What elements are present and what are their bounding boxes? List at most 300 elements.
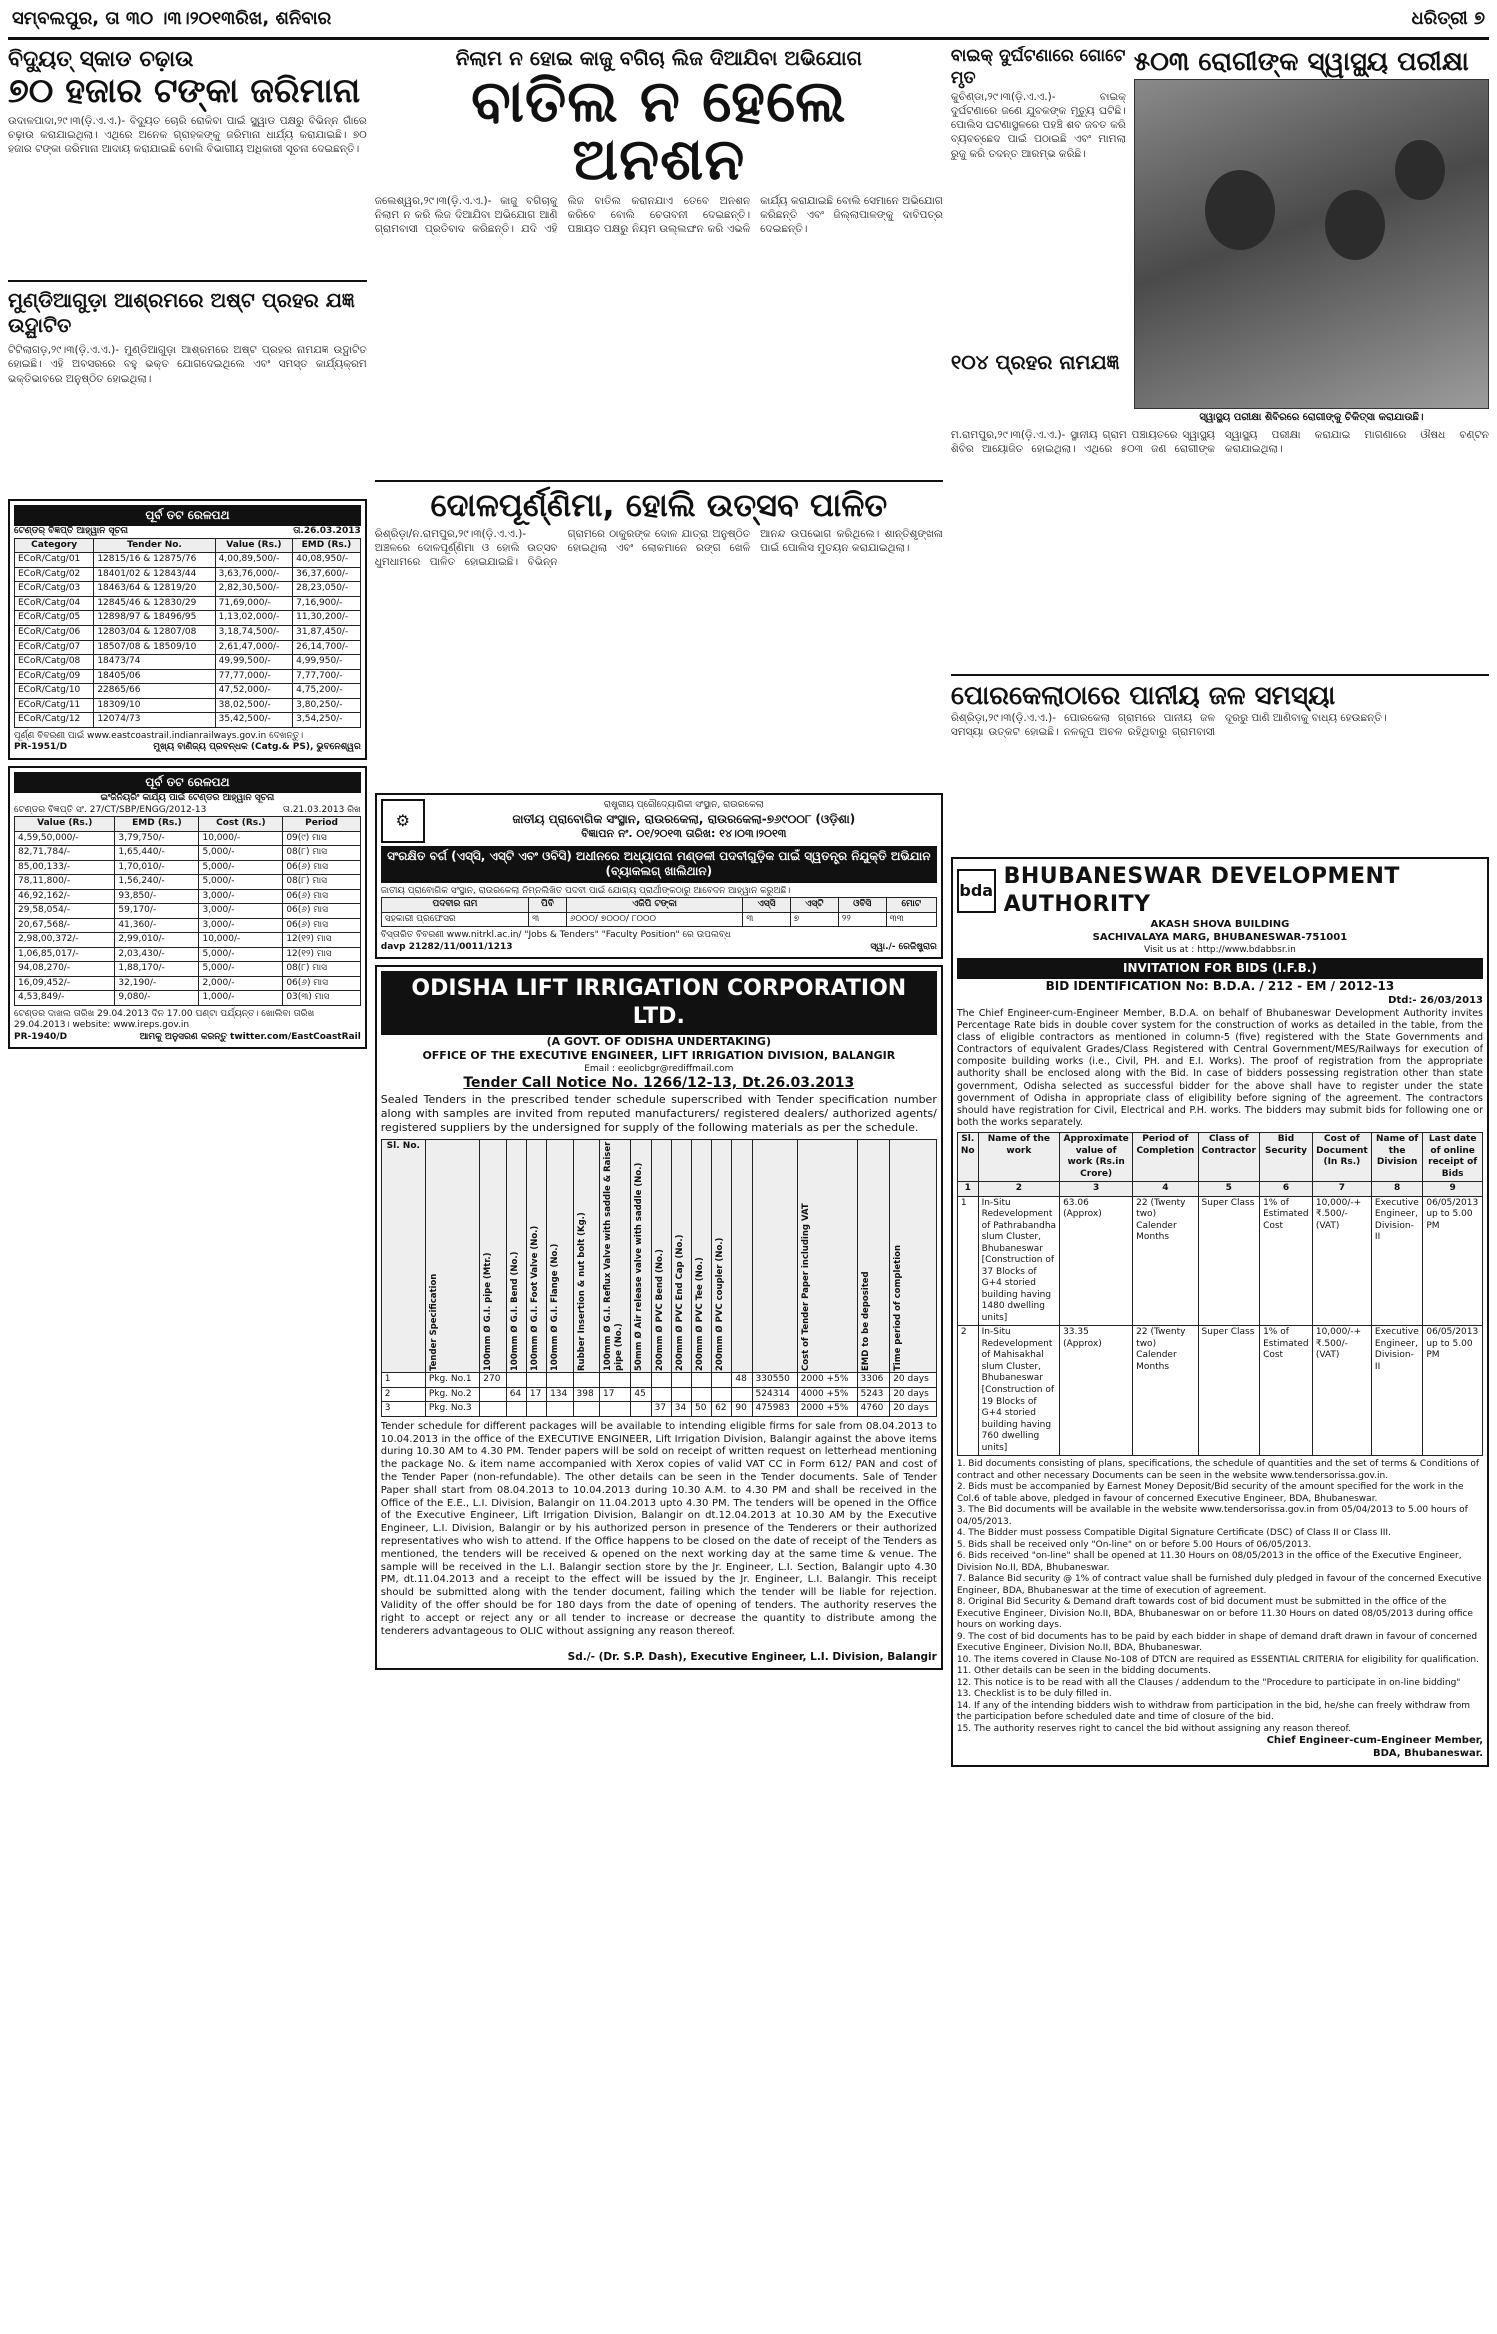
table-header-cell: Time period of completion (890, 1140, 937, 1373)
table-cell: 17 (526, 1387, 546, 1402)
table-cell: 4,99,950/- (293, 655, 361, 670)
table-cell (691, 1387, 711, 1402)
nit-institute: ରାଷ୍ଟ୍ରୀୟ ପ୍ରୌଦ୍ୟୋଗିକୀ ସଂସ୍ଥାନ, ରାଉରକେଲା (603, 800, 764, 811)
table-cell: 36,37,600/- (293, 567, 361, 582)
table-cell: 78,11,800/- (15, 875, 115, 890)
table-row (381, 1387, 936, 1402)
table-cell: 12(୧୨) ମାସ (283, 947, 360, 962)
table-header-cell: Bid Security (1260, 1133, 1313, 1182)
table-cell: 34 (671, 1402, 691, 1417)
table-header-cell: Period (283, 817, 360, 832)
olic-email: Email : eeolicbgr@rediffmail.com (584, 1063, 734, 1074)
bda-note: 5. Bids shall be received only "On-line" on or before 5.00 Hours of 06/05/2013. (956, 1539, 1312, 1550)
table-cell: ୩ (529, 912, 567, 927)
table-row (15, 846, 361, 861)
table-cell: 2000 +5% (797, 1402, 857, 1417)
table-cell: 7,77,700/- (293, 669, 361, 684)
table-cell: ECoR/Catg/04 (15, 596, 94, 611)
header-masthead: ଧରିତ୍ରୀ ୭ (1411, 7, 1485, 29)
nit-title: ଜାତୀୟ ପ୍ରାବୋଗିକ ସଂସ୍ଥାନ, ରାଉରକେଲା, ରାଉରକେଲା-୭୬୯୦୦୮ (ଓଡ଼ିଶା) (512, 811, 856, 826)
table-header-cell: 7 (1312, 1182, 1371, 1197)
table-row (15, 962, 361, 977)
table-header-cell: Class of Contractor (1198, 1133, 1260, 1182)
table-cell: Executive Engineer, Division- II (1371, 1196, 1422, 1326)
olic-intro: Sealed Tenders in the prescribed tender schedule superscribed with Tender specification number along with samples are invited from reputed manufacturers/ registered dealers/ authorized agents/ registered suppliers by the undersigned for supply of the following materials as per the schedule. (380, 1092, 937, 1135)
table-row (15, 582, 361, 597)
olic-office: OFFICE OF THE EXECUTIVE ENGINEER, LIFT IRRIGATION DIVISION, BALANGIR (422, 1049, 896, 1063)
table-header-cell: Period of Completion (1133, 1133, 1198, 1182)
table-cell: 09(୯) ମାସ (283, 831, 360, 846)
ecor2-title: ପୂର୍ବ ତଟ ରେଳପଥ (14, 772, 361, 793)
table-cell: 22 (Twenty two) Calender Months (1133, 1196, 1198, 1326)
table-header-cell: Cost (Rs.) (199, 817, 283, 832)
table-cell: ୩ (743, 912, 790, 927)
header-dateline: ସମ୍ବଲପୁର, ତା ୩୦ ।୩।୨୦୧୩ରିଖ, ଶନିବାର (12, 7, 332, 29)
table-cell: 2,61,47,000/- (215, 640, 292, 655)
bda-table (957, 1132, 1483, 1456)
table-cell: 2 (957, 1326, 978, 1456)
table-cell: 28,23,050/- (293, 582, 361, 597)
table-cell: 3,000/- (199, 904, 283, 919)
table-cell (573, 1373, 599, 1388)
table-cell: 3,000/- (199, 889, 283, 904)
nit-recruitment-ad (375, 793, 943, 959)
ecor2-footer: ଆମକୁ ଅନୁସରଣ କରନ୍ତୁ twitter.com/EastCoastRail (139, 1031, 361, 1042)
table-header-cell: ପଦବୀର ନାମ (381, 898, 528, 913)
table-row (15, 889, 361, 904)
table-header-cell (752, 1140, 797, 1373)
table-cell: 20,67,568/- (15, 918, 115, 933)
table-header-cell: ଏସ୍‌ସି (743, 898, 790, 913)
table-cell (506, 1373, 526, 1388)
table-cell: 59,170/- (115, 904, 199, 919)
table-cell: 46,92,162/- (15, 889, 115, 904)
table-cell: 2,03,430/- (115, 947, 199, 962)
table-header-cell: 100mm Ø G.I. Bend (No.) (506, 1140, 526, 1373)
table-cell (480, 1387, 506, 1402)
table-header-cell: 100mm Ø G.I. Foot Valve (No.) (526, 1140, 546, 1373)
photo-caption: ସ୍ୱାସ୍ଥ୍ୟ ପରୀକ୍ଷା ଶିବିରରେ ରୋଗୀଙ୍କୁ ଚିକିତ୍ସା କରାଯାଉଛି। (1199, 412, 1424, 424)
nit-sign: ସ୍ୱା./- ରେଜିଷ୍ଟ୍ରାର (870, 941, 937, 952)
story4-headline: ଦୋଳପୂର୍ଣ୍ଣିମା, ହୋଲି ଉତ୍ସବ ପାଳିତ (430, 485, 888, 524)
ecor2-table (14, 816, 361, 1006)
table-cell: 2,99,010/- (115, 933, 199, 948)
table-cell: 270 (480, 1373, 506, 1388)
table-header-cell: Cost of Tender Paper including VAT (797, 1140, 857, 1373)
health-camp-photo (1134, 79, 1489, 409)
table-row (15, 669, 361, 684)
table-row (15, 655, 361, 670)
table-row (15, 875, 361, 890)
table-cell: 11,30,200/- (293, 611, 361, 626)
table-header-cell: ମୋଟ (886, 898, 936, 913)
bda-title: BHUBANESWAR DEVELOPMENT AUTHORITY (1003, 863, 1400, 917)
table-cell: 18309/10 (94, 698, 215, 713)
table-cell: ECoR/Catg/09 (15, 669, 94, 684)
table-cell: 82,71,784/- (15, 846, 115, 861)
table-cell: 12803/04 & 12807/08 (94, 626, 215, 641)
table-cell: 2,98,00,372/- (15, 933, 115, 948)
table-cell (732, 1387, 752, 1402)
table-header-cell: 8 (1371, 1182, 1422, 1197)
table-cell: 3,79,750/- (115, 831, 199, 846)
table-cell: ECoR/Catg/07 (15, 640, 94, 655)
ecor1-note: ପୂର୍ଣ୍ଣ ବିବରଣୀ ପାଇଁ www.eastcoastrail.indianrailways.gov.in ଦେଖନ୍ତୁ। (14, 730, 304, 741)
ecor2-subtitle: ଇଂଜିନିୟରିଂ କାର୍ଯ୍ୟ ପାଇଁ ଟେଣ୍ଡର ଆହ୍ୱାନ ସୂଚନା (100, 793, 275, 803)
table-cell: ECoR/Catg/08 (15, 655, 94, 670)
table-header-cell: 200mm Ø PVC Tee (No.) (691, 1140, 711, 1373)
table-cell: 22865/66 (94, 684, 215, 699)
bda-note: 6. Bids received "on-line" shall be opened at 11.30 Hours on 08/05/2013 in the office of the Executive Engineer, Division No.II, BDA, Bhubaneswar. (956, 1551, 1462, 1573)
table-row (957, 1326, 1482, 1456)
bda-note: 7. Balance Bid security @ 1% of contract value shall be furnished duly pledged in favour of the concerned Executive Engineer, BDA, Bhubaneswar at the time of execution of agreement. (956, 1574, 1482, 1596)
table-cell (671, 1373, 691, 1388)
table-cell: ECoR/Catg/06 (15, 626, 94, 641)
table-cell: 06/05/2013 up to 5.00 PM (1423, 1196, 1483, 1326)
olic-sub: (A GOVT. OF ODISHA UNDERTAKING) (546, 1035, 771, 1049)
bda-note: 14. If any of the intending bidders wish to withdraw from participation in the bid, he/she can freely withdraw from the participation before scheduled date and time of closure of the bid. (956, 1700, 1471, 1723)
bda-visit: Visit us at : http://www.bdabbsr.in (1144, 944, 1296, 955)
table-cell: 32,190/- (115, 976, 199, 991)
table-cell: 12845/46 & 12830/29 (94, 596, 215, 611)
table-cell (506, 1402, 526, 1417)
table-row (15, 976, 361, 991)
bda-note: 8. Original Bid Security & Demand draft towards cost of bid document must be submitted in the office of the Executive Engineer, Division No.II, BDA, Bhubaneswar on or before 11.30 Hours on dated 08/05/2013 during office hours on working days. (956, 1597, 1473, 1631)
table-cell: Pkg. No.3 (425, 1402, 479, 1417)
table-cell: 16,09,452/- (15, 976, 115, 991)
table-cell: 4,53,849/- (15, 991, 115, 1006)
table-cell: 94,08,270/- (15, 962, 115, 977)
bda-note: 15. The authority reserves right to cancel the bid without assigning any reason thereof. (956, 1723, 1351, 1734)
table-cell: 06(୬) ମାସ (283, 860, 360, 875)
story7-headline: ୧୦୪ ପ୍ରହର ନାମଯଜ୍ଞ (950, 349, 1120, 374)
table-header-cell: Tender Specification (425, 1140, 479, 1373)
table-cell: 48 (732, 1373, 752, 1388)
table-cell: ECoR/Catg/05 (15, 611, 94, 626)
table-cell: ECoR/Catg/01 (15, 553, 94, 568)
table-cell: 10,000/-+ ₹.500/- (VAT) (1312, 1326, 1371, 1456)
story6-headline: ୫୦୩ ରୋଗୀଙ୍କ ସ୍ୱାସ୍ଥ୍ୟ ପରୀକ୍ଷା (1133, 47, 1469, 77)
table-header-cell: 100mm Ø G.I. Reflux Valve with saddle & Raiser pipe (No.) (599, 1140, 630, 1373)
table-cell: 35,42,500/- (215, 713, 292, 728)
table-cell: 38,02,500/- (215, 698, 292, 713)
bda-note: 11. Other details can be seen in the bidding documents. (956, 1666, 1211, 1677)
table-header-cell: EMD (Rs.) (293, 538, 361, 553)
nit-footer: ବିସ୍ତାରିତ ବିବରଣୀ www.nitrkl.ac.in/ "Jobs & Tenders" "Faculty Position" ରେ ଉପଲବ୍ଧ (380, 930, 732, 941)
table-header-cell: Sl. No (957, 1133, 978, 1182)
table-cell: ECoR/Catg/02 (15, 567, 94, 582)
table-header-cell: Value (Rs.) (215, 538, 292, 553)
table-cell: 85,00,133/- (15, 860, 115, 875)
table-cell: ECoR/Catg/03 (15, 582, 94, 597)
story3-kicker: ନିଲାମ ନ ହୋଇ କାଜୁ ବଗିଚା ଲିଜ ଦିଆଯିବା ଅଭିଯୋଗ (455, 46, 862, 70)
table-cell: 18463/64 & 12819/20 (94, 582, 215, 597)
table-cell: 49,99,500/- (215, 655, 292, 670)
table-cell: ECoR/Catg/10 (15, 684, 94, 699)
table-cell: 1 (381, 1373, 425, 1388)
story6-body: ମ.ରାମପୁର,୨୯।୩(ଡ଼ି.ଏ.ଏ.)- ସ୍ଥାନୀୟ ଗ୍ରାମ ପଞ୍ଚାୟତରେ ସ୍ୱାସ୍ଥ୍ୟ ଶିବିର ଆୟୋଜିତ ହୋଇଥିଲା। ଏଥିରେ ୫୦୩ ଜଣ ରୋଗୀଙ୍କ ସ୍ୱାସ୍ଥ୍ୟ ପରୀକ୍ଷା କରାଯାଇ ମାଗଣାରେ ଔଷଧ ବଣ୍ଟନ କରାଯାଇଥିଲା। (950, 429, 1489, 456)
ecor1-title: ପୂର୍ବ ତଟ ରେଳପଥ (14, 505, 361, 526)
table-cell: 5,000/- (199, 860, 283, 875)
table-cell: Pkg. No.1 (425, 1373, 479, 1388)
table-cell (480, 1402, 506, 1417)
table-header-cell: EMD (Rs.) (115, 817, 199, 832)
table-cell: 3,000/- (199, 918, 283, 933)
table-cell: 3,63,76,000/- (215, 567, 292, 582)
table-header-cell: Cost of Document (In Rs.) (1312, 1133, 1371, 1182)
olic-sign: Sd./- (Dr. S.P. Dash), Executive Engineer, L.I. Division, Balangir (567, 1650, 937, 1663)
table-cell (631, 1402, 651, 1417)
bda-notes (957, 1459, 1483, 1735)
table-cell: 1% of Estimated Cost (1260, 1196, 1313, 1326)
table-cell: 5243 (857, 1387, 890, 1402)
table-header-cell: 200mm Ø PVC Bend (No.) (651, 1140, 671, 1373)
table-header-cell: ପିବି (529, 898, 567, 913)
table-header-cell: 200mm Ø PVC coupler (No.) (712, 1140, 732, 1373)
table-cell (651, 1373, 671, 1388)
table-row (15, 933, 361, 948)
ecor1-table (14, 538, 361, 728)
table-header-cell: 50mm Ø Air release valve with saddle (No.) (631, 1140, 651, 1373)
table-cell: ECoR/Catg/11 (15, 698, 94, 713)
ecor2-note: ଟେଣ୍ଡର ଦାଖଲ ତାରିଖ 29.04.2013 ଦିନ 17.00 ଘଣ୍ଟା ପର୍ଯ୍ୟନ୍ତ। ଖୋଲିବା ତାରିଖ 29.04.2013। website: www.ireps.gov.in (14, 1008, 315, 1031)
table-cell: 12074/73 (94, 713, 215, 728)
table-cell (547, 1373, 573, 1388)
table-cell: Executive Engineer, Division- II (1371, 1326, 1422, 1456)
table-header-cell: 5 (1198, 1182, 1260, 1197)
table-cell: 33.35 (Approx) (1060, 1326, 1133, 1456)
table-cell (573, 1402, 599, 1417)
table-cell: 63.06 (Approx) (1060, 1196, 1133, 1326)
ecor2-date: ତା.21.03.2013 ରିଖ (282, 804, 361, 815)
table-header-cell: 1 (957, 1182, 978, 1197)
bda-intro: The Chief Engineer-cum-Engineer Member, B.D.A. on behalf of Bhubaneswar Development Authority invites Percentage Rate bids in double cover system for the construction of works as detailed in the table, from the class of eligible contractors as mentioned in column-5 (five) registered with the State Governments and Contractors of equivalent Grades/Class Registered with Central Government/MES/Railways for execution of composite building works (i.e., Civil, PH. and E.I. Works). The proof of registration from the appropriate authority shall be enclosed along with the Bid. In case of bidders possessing registration other than state government, Odisha selected as successful bidder for the above shall have to register under the state government of Odisha in appropriate class of eligibility before signing of the agreement. The contractors should have registration for Civil, Electrical and P.H. works. The bidders may submit bids for following one or both the works separately. (956, 1007, 1483, 1128)
table-header-cell: Last date of online receipt of Bids (1423, 1133, 1483, 1182)
table-row (15, 991, 361, 1006)
table-cell: 5,000/- (199, 875, 283, 890)
table-cell: 9,080/- (115, 991, 199, 1006)
table-cell: 1,65,440/- (115, 846, 199, 861)
table-cell: Super Class (1198, 1326, 1260, 1456)
table-cell: 4,00,89,500/- (215, 553, 292, 568)
table-row (15, 947, 361, 962)
table-header-cell: Sl. No. (381, 1140, 425, 1373)
table-header-cell: Tender No. (94, 538, 215, 553)
table-cell: 1,000/- (199, 991, 283, 1006)
ecor2-ref: PR-1940/D (14, 1031, 68, 1042)
table-cell: 06/05/2013 up to 5.00 PM (1423, 1326, 1483, 1456)
table-cell: 71,69,000/- (215, 596, 292, 611)
table-cell (599, 1402, 630, 1417)
table-row (15, 918, 361, 933)
story5-kicker: ବାଇକ୍ ଦୁର୍ଘଟଣାରେ ଗୋଟେ ମୃତ (950, 46, 1126, 88)
table-header-cell: Name of the Division (1371, 1133, 1422, 1182)
bda-inv: INVITATION FOR BIDS (I.F.B.) (957, 958, 1483, 979)
olic-table (381, 1139, 937, 1417)
table-cell: 08(୮) ମାସ (283, 962, 360, 977)
table-cell: 134 (547, 1387, 573, 1402)
bda-addr2: SACHIVALAYA MARG, BHUBANESWAR-751001 (1092, 931, 1348, 943)
table-row (15, 860, 361, 875)
olic-title: ODISHA LIFT IRRIGATION CORPORATION LTD. (381, 971, 937, 1035)
column-right (951, 46, 1489, 1767)
table-cell: 3306 (857, 1373, 890, 1388)
table-cell: 45 (631, 1387, 651, 1402)
table-cell: 5,000/- (199, 846, 283, 861)
table-cell: 08(୮) ମାସ (283, 875, 360, 890)
table-cell (691, 1373, 711, 1388)
table-header-cell: ଏସ୍‌ଟି (790, 898, 838, 913)
table-cell (526, 1402, 546, 1417)
table-header-cell: ଏଜିପି ଟଙ୍କା (566, 898, 743, 913)
table-cell: 20 days (890, 1373, 937, 1388)
nit-banner: ସଂରକ୍ଷିତ ବର୍ଗ (ଏସ୍‌ସି, ଏସ୍‌ଟି ଏବଂ ଓବିସି) ଅଧୀନରେ ଅଧ୍ୟାପନା ମଣ୍ଡଳୀ ପଦବୀଗୁଡ଼ିକ ପାଇଁ ସ୍ୱତନ୍ତ୍ର ନିଯୁକ୍ତି ଅଭିଯାନ (ବ୍ୟାକଲଗ୍ ଖାଲିଥାନ) (381, 846, 937, 883)
table-cell (671, 1387, 691, 1402)
ecor1-date: ତା.26.03.2013 (293, 526, 361, 537)
table-cell: 08(୮) ମାସ (283, 846, 360, 861)
table-cell: 1% of Estimated Cost (1260, 1326, 1313, 1456)
table-cell: 47,52,000/- (215, 684, 292, 699)
table-header-cell: 4 (1133, 1182, 1198, 1197)
table-cell: 1 (957, 1196, 978, 1326)
table-cell: 475983 (752, 1402, 797, 1417)
table-cell: 524314 (752, 1387, 797, 1402)
table-cell: ୭ (790, 912, 838, 927)
table-cell: 17 (599, 1387, 630, 1402)
table-cell: 2,000/- (199, 976, 283, 991)
table-cell: 330550 (752, 1373, 797, 1388)
table-cell: 10,000/- (199, 933, 283, 948)
table-header-cell: EMD to be deposited (857, 1140, 890, 1373)
story2-headline: ମୁଣ୍ଡିଆଗୁଡ଼ା ଆଶ୍ରମରେ ଅଷ୍ଟ ପ୍ରହର ଯଜ୍ଞ ଉଦ୍ଘାଟିତ (8, 287, 355, 338)
table-cell: 4760 (857, 1402, 890, 1417)
table-cell: 31,87,450/- (293, 626, 361, 641)
table-cell: 2,82,30,500/- (215, 582, 292, 597)
table-header-cell: 9 (1423, 1182, 1483, 1197)
olic-body: Tender schedule for different packages will be available to intending eligible firms for sale from 08.04.2013 to 10.04.2013 in the office of the EXECUTIVE ENGINEER, Lift Irrigation Division, Balangir against the above items during 10.30 AM to 4.30 PM. Tender papers will be sold on receipt of written request on letterhead mentioning the package No. & item name accompanied with Xerox copies of valid VAT CC in Form 612/ PAN and cost of the Tender Paper (non-refundable). The other details can be seen in the Tender documents. Sale of Tender Paper shall start from 08.04.2013 to 10.04.2013 during 10.30 A.M. to 4.30 PM and shall be received in the Office of the E.E., L.I. Division, Balangir on 11.04.2013 upto 4.30 PM. The tenders will be opened in the Office of the Executive Engineer, Lift Irrigation Division, Balangir on dt.12.04.2013 at 10.30 AM by the Executive Engineer, L.I. Division, Balangir or by his authorized person in presence of the Tenderers or their authorized representatives who wish to attend. If the Office happens to be closed on the date of receipt of the Tenders as mentioned, the tenders will be received & opened on the next working day at the same time & venue. The sample will be received in the L.I. Balangir section store by the Jr. Engineer, L.I. Section, Balangir upto 4.30 PM, dt.11.04.2013 and a receipt to the effect will be issued by the Jr. Engineer, L.I. Balangir. This receipt should be submitted along with the tender document, failing which the tender will be liable for rejection. Validity of the offer should be for 180 days from the date of opening of tenders. The authority reserves the right to accept or reject any or all tender to increase or decrease the quantity to distribute among the tenderers advantageous to OLIC without assigning any reason thereof. (380, 1420, 937, 1637)
table-cell: 26,14,700/- (293, 640, 361, 655)
olic-tender-ad (375, 965, 943, 1670)
table-cell (526, 1373, 546, 1388)
bda-note: 2. Bids must be accompanied by Earnest Money Deposit/Bid security of the amount specified for the work in the Col.6 of table above, pledged in favour of concerned Executive Engineer, BDA, Bhubaneswar. (956, 1482, 1464, 1504)
nit-adv: ବିଜ୍ଞାପନ ନଂ. ୦୧/୨୦୧୩ ତାରିଖ: ୧୪।୦୩।୨୦୧୩ (581, 827, 787, 841)
story2-body: ଟିଟିଲାଗଡ଼,୨୯।୩(ଡ଼ି.ଏ.ଏ.)- ମୁଣ୍ଡିଆଗୁଡ଼ା ଆଶ୍ରମରେ ଅଷ୍ଟ ପ୍ରହର ନାମଯଜ୍ଞ ଉଦ୍ଘାଟିତ ହୋଇଛି। ଏହି ଅବସରରେ ବହୁ ଭକ୍ତ ଯୋଗଦେଇଥିଲେ ଏବଂ ସମସ୍ତ କାର୍ଯ୍ୟକ୍ରମ ଭକ୍ତିଭାବରେ ଅନୁଷ୍ଠିତ ହୋଇଥିଲା। (8, 344, 367, 385)
table-cell (712, 1373, 732, 1388)
table-cell: 03(୩) ମାସ (283, 991, 360, 1006)
table-row (15, 640, 361, 655)
page-header (8, 0, 1489, 40)
ecor1-ref: PR-1951/D (14, 742, 68, 753)
story5-body: କୁଚିଣ୍ଡା,୨୯।୩(ଡ଼ି.ଏ.ଏ.)- ବାଇକ୍ ଦୁର୍ଘଟଣାରେ ଜଣେ ଯୁବକଙ୍କ ମୃତ୍ୟୁ ଘଟିଛି। ପୋଲିସ ଘଟଣାସ୍ଥଳରେ ପହଞ୍ଚି ଶବ ଜବତ କରି ବ୍ୟବଚ୍ଛେଦ ପାଇଁ ପଠାଇଛି ଏବଂ ମାମଲା ରୁଜୁ କରି ତଦନ୍ତ ଆରମ୍ଭ କରିଛି। (950, 90, 1126, 160)
story1-body: ଉଦାଳପାଦା,୨୯।୩(ଡ଼ି.ଏ.ଏ.)- ବିଦ୍ୟୁତ ଚୋରି ରୋକିବା ପାଇଁ ସ୍କ୍ୱାଡ ପକ୍ଷରୁ ବିଭିନ୍ନ ଗାଁରେ ଚଢ଼ାଉ କରାଯାଇଥିଲା। ଏଥିରେ ଅନେକ ଗ୍ରାହକଙ୍କୁ ଜରିମାନା ଧାର୍ଯ୍ୟ କରାଯାଇଛି। ୭୦ ହଜାର ଟଙ୍କା ଜରିମାନା ଆଦାୟ କରାଯାଇଛି ବୋଲି ବିଭାଗୀୟ ଅଧିକାରୀ ସୂଚନା ଦେଇଛନ୍ତି। (8, 114, 367, 156)
story1-kicker: ବିଦ୍ୟୁତ୍ ସ୍କାଡ ଚଢ଼ାଉ (8, 47, 194, 72)
story3-headline: ବାତିଲ ନ ହେଲେ ଅନଶନ (471, 66, 847, 193)
bda-addr1: AKASH SHOVA BUILDING (1150, 918, 1290, 930)
table-cell: 4,59,50,000/- (15, 831, 115, 846)
nit-table (381, 897, 937, 927)
ecor1-subtitle: ଟେଣ୍ଡର୍ ବିଜ୍ଞପ୍ତି ଆହ୍ୱାନ ସୂଚନା (14, 526, 129, 537)
table-cell: ECoR/Catg/12 (15, 713, 94, 728)
story4-body: ରିଶ୍ରିଡ଼ା/ନ.ରାମପୁର,୨୯।୩(ଡ଼ି.ଏ.ଏ.)- ଅଞ୍ଚଳରେ ଦୋଳପୂର୍ଣ୍ଣିମା ଓ ହୋଲି ଉତ୍ସବ ଧୁମଧାମରେ ପାଳିତ ହୋଇଯାଇଛି। ବିଭିନ୍ନ ଗ୍ରାମରେ ଠାକୁରଙ୍କ ଦୋଳ ଯାତ୍ରା ଅନୁଷ୍ଠିତ ହୋଇଥିଲା ଏବଂ ଲୋକମାନେ ରଙ୍ଗ ଖେଳି ଆନନ୍ଦ ଉପଭୋଗ କରିଥିଲେ। ଶାନ୍ତିଶୃଙ୍ଖଳା ପାଇଁ ପୋଲିସ ମୁତୟନ କରାଯାଇଥିଲା। (374, 527, 943, 569)
table-cell: 18473/74 (94, 655, 215, 670)
story8-body: ରିଶ୍ରିଡ଼ା,୨୯।୩(ଡ଼ି.ଏ.ଏ.)- ପୋରକେଲା ଗ୍ରାମରେ ପାନୀୟ ଜଳ ସମସ୍ୟା ଉତ୍କଟ ହୋଇଛି। ନଳକୂପ ଅଚଳ ରହିଥିବାରୁ ଗ୍ରାମବାସୀ ଦୂରରୁ ପାଣି ଆଣିବାକୁ ବାଧ୍ୟ ହେଉଛନ୍ତି। (950, 711, 1387, 738)
table-header-cell: Rubber Insertion & nut bolt (Kg.) (573, 1140, 599, 1373)
table-cell: 3,54,250/- (293, 713, 361, 728)
table-cell: ସହକାରୀ ପ୍ରଫେସର (381, 912, 528, 927)
table-row (15, 596, 361, 611)
table-header-cell: Category (15, 538, 94, 553)
table-cell: 10,000/- (199, 831, 283, 846)
table-cell: 06(୬) ମାସ (283, 918, 360, 933)
table-cell: 29,58,054/- (15, 904, 115, 919)
table-row (15, 713, 361, 728)
table-cell: ୬୦୦୦/ ୭୦୦୦/ ୮୦୦୦ (566, 912, 743, 927)
table-header-cell: 2 (978, 1182, 1059, 1197)
bda-note: 9. The cost of bid documents has to be paid by each bidder in shape of demand draft drawn in favour of concerned Executive Engineer, Division No.II, BDA, Bhubaneswar. (956, 1631, 1478, 1654)
table-header-cell: Name of the work (978, 1133, 1059, 1182)
bda-note: 12. This notice is to be read with all the Clauses / addendum to the "Procedure to participate in on-line bidding" (956, 1677, 1461, 1688)
table-cell: 20 days (890, 1402, 937, 1417)
table-row (15, 626, 361, 641)
table-row (15, 553, 361, 568)
table-cell: 50 (691, 1402, 711, 1417)
table-cell: 5,000/- (199, 962, 283, 977)
table-row (381, 1402, 936, 1417)
table-row (15, 831, 361, 846)
table-header-cell: 3 (1060, 1182, 1133, 1197)
table-row (15, 611, 361, 626)
story3-body: ଜଲେଶ୍ୱର,୨୯।୩(ଡ଼ି.ଏ.ଏ.)- କାଜୁ ବଗିଚାକୁ ନିଲାମ ନ କରି ଲିଜ ଦିଆଯିବା ଅଭିଯୋଗ ଆଣି ଗ୍ରାମବାସୀ ପ୍ରତିବାଦ କରିଛନ୍ତି। ଯଦି ଏହି ଲିଜ ବାତିଲ କରାନଯାଏ ତେବେ ଅନଶନ କରିବେ ବୋଲି ଚେତାବନୀ ଦେଇଛନ୍ତି। ପଞ୍ଚାୟତ ପକ୍ଷରୁ ନିୟମ ଉଲ୍ଲଙ୍ଘନ କରି ଏଭଳି କାର୍ଯ୍ୟ କରାଯାଇଛି ବୋଲି ସେମାନେ ଅଭିଯୋଗ କରିଛନ୍ତି ଏବଂ ଜିଲ୍ଲାପାଳଙ୍କୁ ଦାବିପତ୍ର ଦେଇଛନ୍ତି। (374, 194, 943, 236)
table-cell: 18401/02 & 12843/44 (94, 567, 215, 582)
table-cell: Super Class (1198, 1196, 1260, 1326)
table-cell: In-Situ Redevelopment of Mahisakhal slum Cluster, Bhubaneswar [Construction of 19 Blocks of G+4 storied building having 760 dwelling units] (978, 1326, 1059, 1456)
table-header-cell: 200mm Ø PVC End Cap (No.) (671, 1140, 691, 1373)
table-cell: 18507/08 & 18509/10 (94, 640, 215, 655)
table-cell: 1,70,010/- (115, 860, 199, 875)
bda-bid: BID IDENTIFICATION No: B.D.A. / 212 - EM / 2012-13 (1045, 979, 1395, 994)
bda-note: 10. The items covered in Clause No-108 of DTCN are required as ESSENTIAL CRITERIA for eligibility for qualification. (956, 1654, 1479, 1665)
table-cell: 06(୬) ମାସ (283, 976, 360, 991)
table-header-cell: 6 (1260, 1182, 1313, 1197)
table-cell: 3,80,250/- (293, 698, 361, 713)
story1-headline: ୭୦ ହଜାର ଟଙ୍କା ଜରିମାନା (8, 71, 361, 112)
table-header-cell: 100mm Ø G.I. Flange (No.) (547, 1140, 573, 1373)
table-row (15, 684, 361, 699)
table-header-cell: 100mm Ø G.I. pipe (Mtr.) (480, 1140, 506, 1373)
table-cell: 12(୧୨) ମାସ (283, 933, 360, 948)
table-cell: In-Situ Redevelopment of Pathrabandha slum Cluster, Bhubaneswar [Construction of 37 Blocks of G+4 storied building having 1480 dwelling units] (978, 1196, 1059, 1326)
table-row (381, 1373, 936, 1388)
column-center (375, 46, 943, 1767)
table-cell: 06(୬) ମାସ (283, 904, 360, 919)
table-cell: 62 (712, 1402, 732, 1417)
table-cell: 93,850/- (115, 889, 199, 904)
bda-note: 4. The Bidder must possess Compatible Digital Signature Certificate (DSC) of Class II or Class III. (956, 1528, 1391, 1539)
nit-intro: ଜାତୀୟ ପ୍ରାବୋଗିକ ସଂସ୍ଥାନ, ରାଉରକେଲା ନିମ୍ନଲିଖିତ ପଦବୀ ପାଇଁ ଯୋଗ୍ୟ ପ୍ରାର୍ଥୀଙ୍କଠାରୁ ଆବେଦନ ଆହ୍ୱାନ କରୁଅଛି। (380, 885, 791, 896)
bda-sign1: Chief Engineer-cum-Engineer Member, (1266, 1735, 1483, 1747)
table-row (957, 1196, 1482, 1326)
ecor-tender-ad-2 (8, 766, 367, 1050)
table-cell: 4,75,200/- (293, 684, 361, 699)
bda-tender-ad (951, 857, 1489, 1767)
table-cell: 7,16,900/- (293, 596, 361, 611)
table-cell: 1,88,170/- (115, 962, 199, 977)
table-header-cell: Value (Rs.) (15, 817, 115, 832)
table-cell: 40,08,950/- (293, 553, 361, 568)
table-row (15, 567, 361, 582)
table-cell: 20 days (890, 1387, 937, 1402)
table-cell: 22 (Twenty two) Calender Months (1133, 1326, 1198, 1456)
